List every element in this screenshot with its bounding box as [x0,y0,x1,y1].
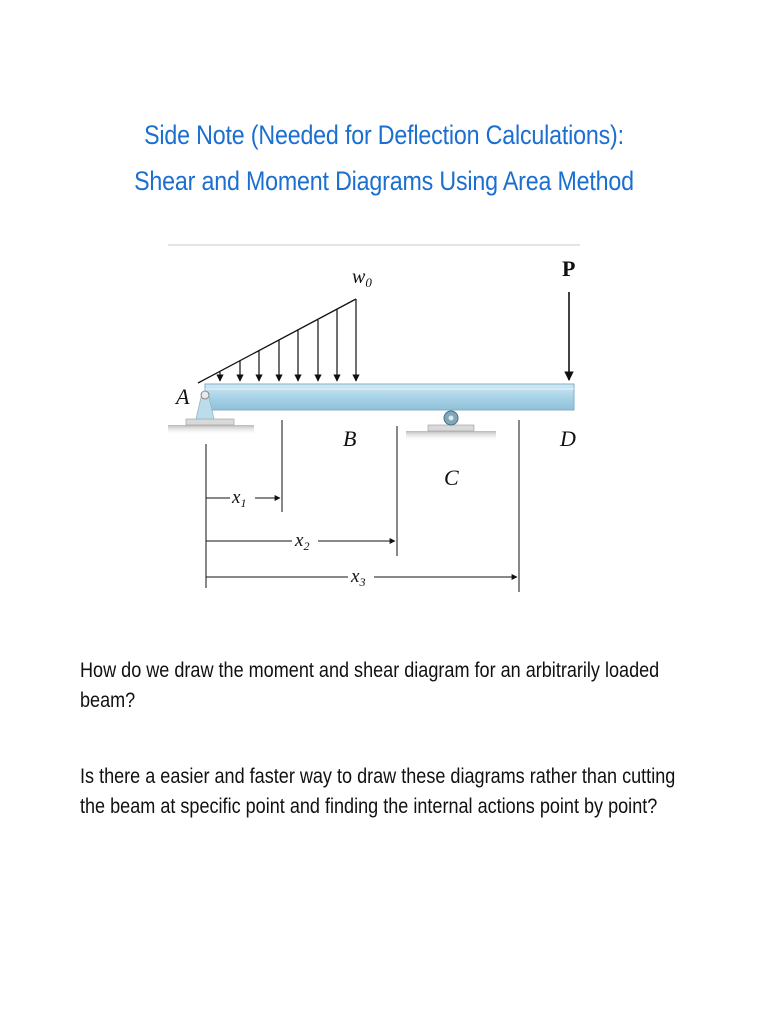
dimension-x2-label [294,530,309,553]
x2-subscript: 2 [303,539,310,553]
roller-base-c [428,425,474,431]
roller-support-c [406,411,496,441]
distributed-load-arrows [220,299,356,381]
pin-base-a [186,419,234,425]
x2-symbol: x [295,530,304,551]
pin-a [201,391,209,399]
label-point-a: A [176,384,190,409]
x3-symbol: x [351,566,360,587]
label-point-c: C [444,465,459,490]
label-point-d: D [560,426,576,451]
load-envelope-line [198,299,356,383]
x3-subscript: 3 [359,575,366,589]
question-paragraph-2: Is there a easier and faster way to draw these diagrams rather than cutting the beam at specific point and finding the internal actions point by point? [80,765,676,818]
title-line-1: Side Note (Needed for Deflection Calculations): [144,120,624,150]
roller-hub-c [449,416,454,421]
point-load-label: P [562,256,576,281]
x1-subscript: 1 [240,496,247,510]
beam [205,384,574,410]
load-subscript: 0 [365,275,372,290]
title-line-2: Shear and Moment Diagrams Using Area Method [134,166,634,196]
load-symbol: w [352,266,366,288]
load-intensity-label [352,266,372,290]
label-point-b: B [343,426,357,451]
dimension-x3-label [350,566,365,589]
question-paragraph-1: How do we draw the moment and shear diagram for an arbitrarily loaded beam? [80,659,660,712]
ground-c [406,431,496,441]
dimension-x1-label [231,487,246,510]
x1-symbol: x [232,487,241,508]
ground-a [168,425,254,435]
